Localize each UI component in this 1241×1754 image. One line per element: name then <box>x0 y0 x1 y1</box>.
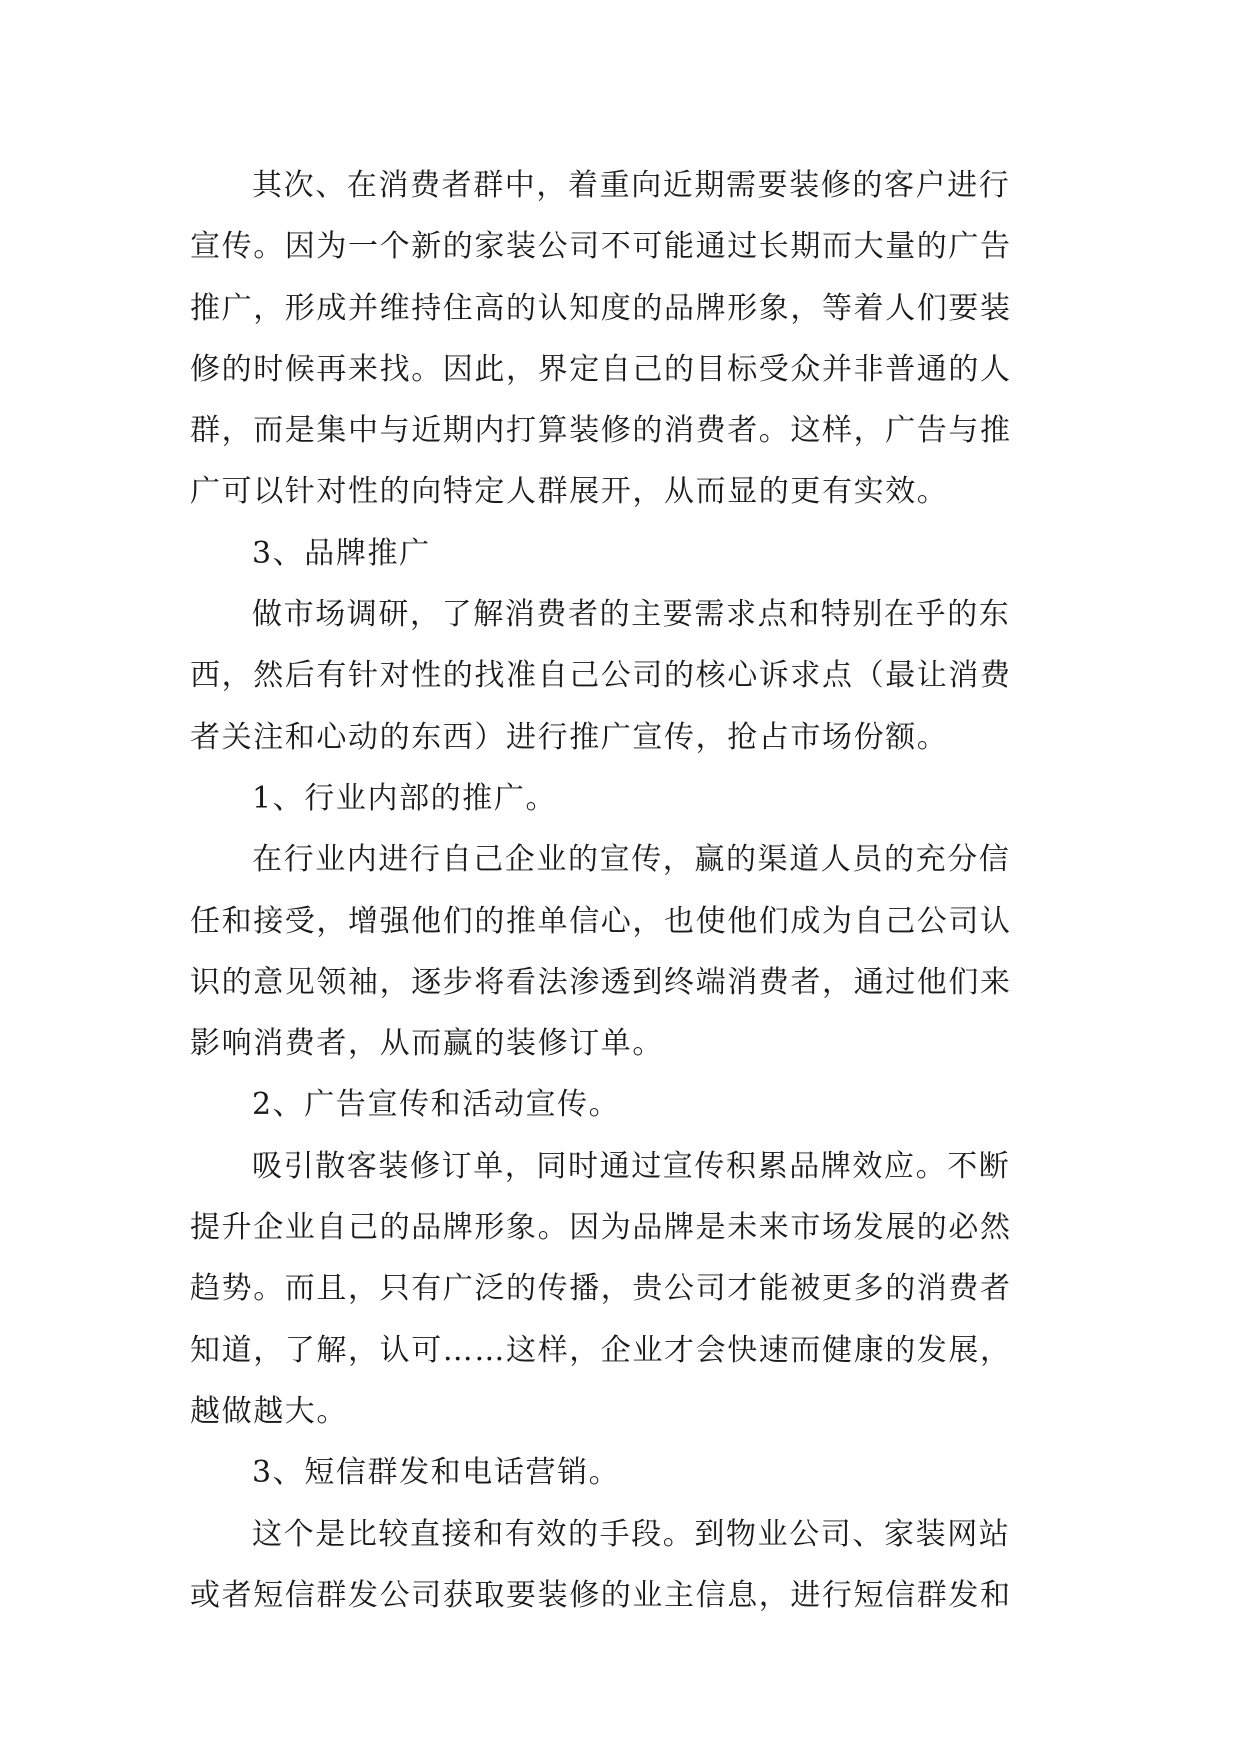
text-line: 趋势。而且，只有广泛的传播，贵公司才能被更多的消费者 <box>190 1271 1012 1307</box>
paragraph-target-customers <box>190 155 1052 523</box>
text-line: 修的时候再来找。因此，界定自己的目标受众并非普通的人 <box>190 351 1012 387</box>
paragraph-sms-marketing <box>190 1504 1052 1627</box>
section-heading-advertising <box>190 1074 1052 1135</box>
text-line: 其次、在消费者群中，着重向近期需要装修的客户进行 <box>252 168 1011 203</box>
text-line: 知道，了解，认可……这样，企业才会快速而健康的发展， <box>190 1332 1012 1368</box>
text-line: 者关注和心动的东西）进行推广宣传，抢占市场份额。 <box>190 719 949 755</box>
text-line: 西，然后有针对性的找准自己公司的核心诉求点（最让消费 <box>190 658 1012 694</box>
text-line: 推广，形成并维持住高的认知度的品牌形象，等着人们要装 <box>190 290 1012 326</box>
section-heading-sms-marketing <box>190 1442 1052 1503</box>
heading-line: 2、广告宣传和活动宣传。 <box>252 1087 621 1123</box>
text-line: 在行业内进行自己企业的宣传，赢的渠道人员的充分信 <box>252 842 1011 878</box>
text-line: 或者短信群发公司获取要装修的业主信息，进行短信群发和 <box>190 1577 1012 1613</box>
paragraph-industry-promotion <box>190 829 1052 1074</box>
text-line: 广可以针对性的向特定人群展开，从而显的更有实效。 <box>190 474 949 510</box>
heading-line: 1、行业内部的推广。 <box>252 780 558 816</box>
text-line: 提升企业自己的品牌形象。因为品牌是未来市场发展的必然 <box>190 1210 1012 1246</box>
heading-line: 3、品牌推广 <box>252 535 431 571</box>
text-line: 识的意见领袖，逐步将看法渗透到终端消费者，通过他们来 <box>190 964 1012 1000</box>
text-line: 任和接受，增强他们的推单信心，也使他们成为自己公司认 <box>190 903 1012 939</box>
paragraph-market-research <box>190 584 1052 768</box>
text-line: 影响消费者，从而赢的装修订单。 <box>190 1026 664 1062</box>
section-heading-industry-promotion <box>190 768 1052 829</box>
text-line: 吸引散客装修订单，同时通过宣传积累品牌效应。不断 <box>252 1148 1011 1184</box>
heading-line: 3、短信群发和电话营销。 <box>252 1455 621 1491</box>
section-heading-brand-promotion <box>190 523 1052 584</box>
text-line: 做市场调研，了解消费者的主要需求点和特别在乎的东 <box>252 597 1011 633</box>
paragraph-advertising <box>190 1136 1052 1442</box>
text-line: 宣传。因为一个新的家装公司不可能通过长期而大量的广告 <box>190 229 1012 265</box>
text-line: 越做越大。 <box>190 1393 348 1429</box>
text-line: 群，而是集中与近期内打算装修的消费者。这样，广告与推 <box>190 413 1012 449</box>
text-line: 这个是比较直接和有效的手段。到物业公司、家装网站 <box>252 1516 1011 1552</box>
document-page <box>190 155 1052 1626</box>
